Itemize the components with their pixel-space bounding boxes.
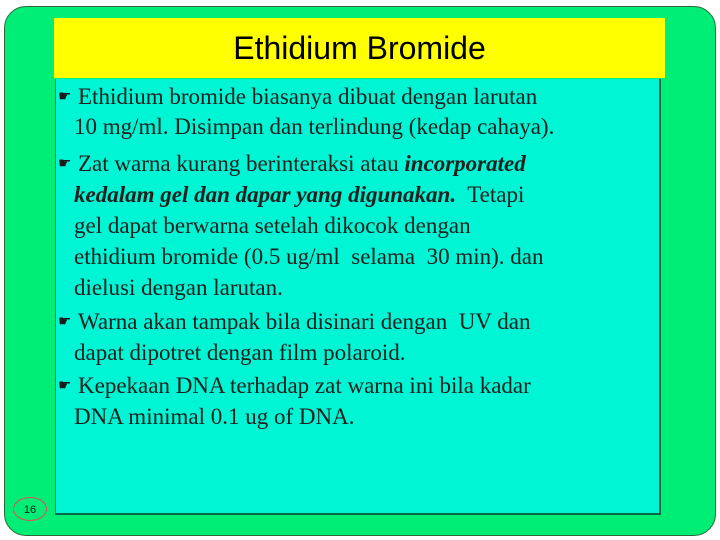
bullet-4-line-1: Kepekaan DNA terhadap zat warna ini bila kadar [78,373,531,398]
bullet-1-line-2: 10 mg/ml. Disimpan dan terlindung (kedap cahaya). [74,114,555,139]
pointing-hand-icon: ☛ [58,378,72,394]
bullet-2-line-3: gel dapat berwarna setelah dikocok dengan [74,213,471,238]
pointing-hand-icon: ☛ [58,314,72,330]
bullet-2-line-5: dielusi dengan larutan. [74,275,283,300]
slide-title: Ethidium Bromide [233,30,486,66]
bullet-2-line-1 [78,149,526,179]
bullet-1-line-1: Ethidium bromide biasanya dibuat dengan larutan [78,84,538,109]
bullet-2-emphasis-2: kedalam gel dan dapar yang digunakan. [74,182,457,207]
pointing-hand-icon: ☛ [58,156,72,172]
bullet-3-line-1: Warna akan tampak bila disinari dengan UV dan [78,309,531,334]
title-bar [54,18,665,78]
page-number: 16 [13,497,47,521]
bullet-2-line-2 [74,180,524,210]
bullet-2-line-2-text: Tetapi [456,182,525,207]
bullet-3-line-2: dapat dipotret dengan film polaroid. [74,340,406,365]
bullet-4-line-2: DNA minimal 0.1 ug of DNA. [74,404,355,429]
bullet-2-emphasis-1: incorporated [404,151,526,176]
bullet-2-line-4: ethidium bromide (0.5 ug/ml selama 30 min). dan [74,244,544,269]
pointing-hand-icon: ☛ [58,89,72,105]
content-box [55,79,661,515]
bullet-2-line-1-text: Zat warna kurang berinteraksi atau [78,151,405,176]
